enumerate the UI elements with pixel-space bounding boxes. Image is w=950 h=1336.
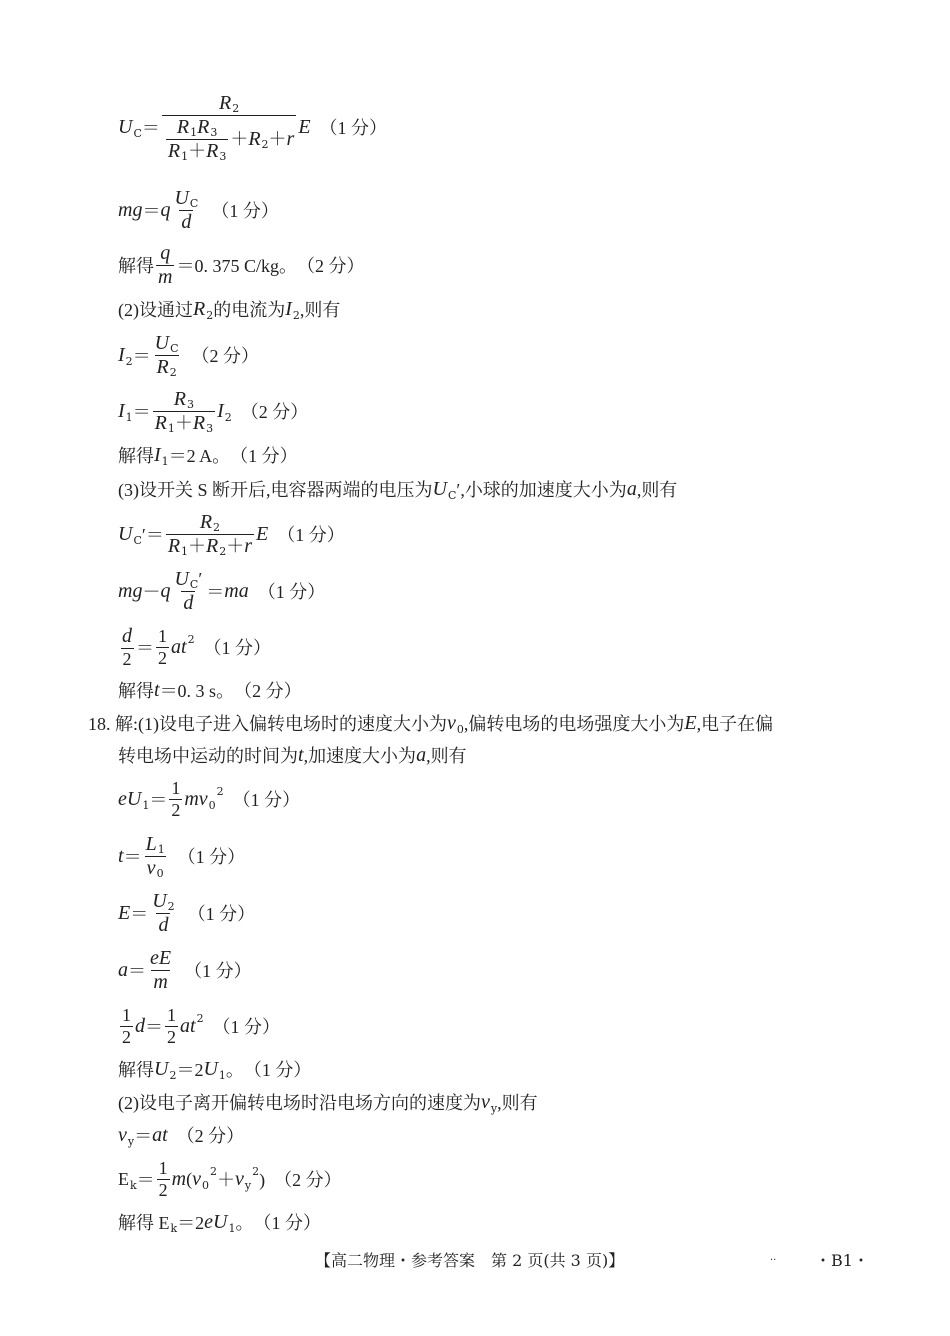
text-run: 转电场中运动的时间为: [118, 746, 298, 766]
text-run: ＋: [188, 535, 207, 556]
math-variable: R: [154, 411, 167, 434]
subscript: 2: [219, 544, 227, 558]
math-variable: v: [118, 1123, 127, 1146]
solution-line: [118, 289, 340, 329]
math-variable: d: [158, 913, 169, 936]
text-run: ,加速度大小为: [303, 746, 417, 766]
solution-line: [118, 241, 365, 288]
fraction-numerator: [172, 187, 200, 210]
math-variable: R: [206, 139, 219, 162]
math-variable: I: [285, 297, 292, 320]
fraction-denominator: [162, 115, 296, 163]
text-run: 2: [158, 647, 167, 668]
fraction: [169, 778, 182, 820]
math-variable: at: [180, 1014, 196, 1037]
fraction-numerator: [217, 92, 241, 115]
subscript: 1: [157, 842, 165, 856]
text-run: 解得: [118, 256, 154, 276]
text-run: ＋: [268, 128, 287, 149]
math-variable: a: [118, 958, 128, 981]
subscript: 3: [210, 125, 218, 139]
superscript: 2: [216, 784, 224, 798]
subscript: 1: [125, 410, 133, 424]
math-variable: U: [174, 567, 189, 590]
math-variable: R: [192, 411, 206, 434]
text-run: ,则有: [636, 480, 678, 500]
math-variable: R: [156, 355, 169, 378]
fraction-numerator: [148, 947, 173, 970]
subscript: 2: [261, 137, 269, 151]
fraction-denominator: [165, 1026, 178, 1048]
fraction-numerator: [169, 778, 182, 799]
solution-line: [118, 735, 467, 775]
math-variable: q: [160, 198, 171, 221]
math-variable: R: [199, 510, 213, 533]
text-run: （2 分）: [167, 1126, 245, 1146]
math-variable: L: [145, 832, 157, 855]
fraction-denominator: [121, 648, 134, 670]
footer-marks: ..: [770, 1252, 777, 1263]
fraction-numerator: [153, 332, 181, 355]
subscript: k: [130, 1178, 137, 1192]
math-variable: U: [152, 889, 167, 912]
subscript: 3: [219, 149, 227, 163]
text-run: （1 分）: [223, 790, 301, 810]
text-run: ＝: [128, 961, 146, 981]
math-variable: m: [153, 970, 168, 993]
math-variable: R: [167, 139, 181, 162]
solution-line: [118, 510, 345, 558]
fraction-denominator: [166, 534, 254, 558]
fraction-denominator: [181, 591, 195, 615]
subscript: 0: [156, 866, 164, 880]
math-variable: R: [206, 534, 219, 557]
text-run: ＝: [132, 346, 151, 366]
subscript: C: [189, 577, 199, 591]
text-run: E: [118, 1168, 129, 1189]
math-variable: ma: [224, 579, 249, 602]
fraction-denominator: [145, 856, 166, 880]
text-run: ＝: [136, 638, 154, 658]
math-variable: t: [298, 743, 304, 766]
math-variable: v: [481, 1090, 490, 1113]
fraction: [120, 1005, 133, 1047]
subscript: 1: [228, 1221, 236, 1235]
text-run: ＝: [145, 1017, 163, 1037]
fraction: [172, 568, 204, 615]
text-run: 1: [122, 1004, 131, 1025]
subscript: C: [170, 341, 179, 355]
text-run: （1 分）: [175, 961, 252, 981]
solution-line: [118, 387, 309, 435]
math-variable: m: [158, 265, 173, 288]
math-variable: R: [197, 115, 210, 138]
fraction-denominator: [156, 265, 174, 289]
math-variable: U: [154, 331, 170, 354]
subscript: C: [447, 488, 457, 502]
fraction: [166, 511, 254, 558]
subscript: 0: [202, 1178, 210, 1192]
text-run: ＝0. 375 C/kg。 （2 分）: [176, 256, 365, 276]
subscript: y: [127, 1134, 135, 1148]
text-run: （1 分）: [202, 201, 279, 221]
solution-line: [118, 1159, 342, 1199]
solution-line: [118, 567, 326, 614]
fraction-numerator: [165, 1005, 178, 1026]
fraction: [153, 388, 215, 435]
text-run: ) （2 分）: [259, 1170, 342, 1190]
math-variable: mg: [118, 579, 143, 602]
math-variable: R: [248, 127, 261, 150]
subscript: y: [490, 1101, 498, 1115]
text-run: ＝: [123, 847, 142, 867]
text-run: ,则有: [299, 300, 341, 320]
subscript: 2: [169, 365, 177, 379]
text-run: ＋: [188, 140, 207, 161]
fraction: [162, 92, 296, 163]
fraction-denominator: [153, 411, 215, 435]
math-variable: R: [218, 91, 232, 114]
solution-line: [118, 779, 300, 819]
subscript: C: [133, 126, 142, 140]
solution-line: [118, 91, 388, 163]
text-run: 的电流为: [213, 300, 286, 320]
math-variable: r: [244, 534, 253, 557]
math-variable: d: [181, 210, 192, 233]
fraction-numerator: [150, 890, 176, 913]
text-run: (2)设通过: [118, 300, 193, 320]
text-run: 2: [171, 799, 181, 820]
text-run: 解得: [118, 1060, 154, 1080]
fraction-denominator: [169, 799, 182, 821]
text-run: ′,小球的加速度大小为: [456, 480, 627, 500]
math-variable: U: [118, 115, 133, 138]
text-run: (: [186, 1168, 193, 1189]
text-run: ＋: [226, 535, 245, 556]
solution-line: [118, 1115, 244, 1155]
math-variable: a: [416, 743, 427, 766]
text-run: 2: [158, 1179, 168, 1200]
fraction-numerator: [144, 833, 167, 856]
fraction-numerator: [172, 388, 196, 411]
text-run: ,电子在偏: [696, 714, 774, 734]
fraction: [156, 626, 169, 668]
math-variable: m: [171, 1167, 187, 1190]
subscript: 1: [218, 1068, 226, 1082]
text-run: ＝2: [176, 1060, 204, 1080]
text-run: ＝: [130, 904, 149, 924]
footer-page-info: 【高二物理・参考答案 第 2 页(共 3 页)】: [315, 1251, 625, 1270]
subscript: 2: [167, 899, 175, 913]
text-run: ,偏转电场的电场强度大小为: [463, 714, 685, 734]
math-variable: d: [183, 591, 194, 614]
superscript: 2: [210, 1164, 218, 1178]
math-variable: mg: [118, 198, 143, 221]
math-variable: at: [171, 635, 187, 658]
text-run: ＝: [142, 201, 161, 221]
text-run: ′＝: [141, 525, 164, 545]
text-run: （1 分）: [178, 904, 256, 924]
fraction: [150, 890, 176, 937]
subscript: 2: [213, 520, 221, 534]
text-run: 。 （1 分）: [225, 1060, 312, 1080]
page-footer: [0, 1248, 950, 1272]
math-variable: R: [167, 534, 181, 557]
fraction-numerator: [157, 1158, 170, 1179]
solution-line: [118, 946, 252, 993]
subscript: 1: [167, 421, 175, 435]
fraction: [156, 242, 174, 289]
fraction-denominator: [156, 913, 170, 937]
fraction: [157, 1158, 170, 1200]
text-run: 解得: [118, 446, 154, 466]
text-run: （2 分）: [231, 402, 309, 422]
superscript: 2: [196, 1011, 204, 1025]
text-run: ＝2: [177, 1213, 205, 1233]
superscript: 2: [187, 632, 195, 646]
fraction: [148, 947, 173, 994]
math-variable: q: [160, 579, 171, 602]
text-run: ＋: [217, 1170, 236, 1190]
fraction-numerator: [175, 116, 219, 139]
text-run: （1 分）: [310, 118, 388, 138]
text-run: 18. 解:(1)设电子进入偏转电场时的速度大小为: [88, 714, 447, 734]
solution-line: [118, 889, 256, 936]
text-run: ,则有: [426, 746, 467, 766]
fraction: [166, 116, 228, 163]
text-run: ＋: [174, 412, 193, 433]
math-variable: R: [193, 297, 206, 320]
text-run: ＝: [206, 582, 225, 602]
math-variable: eU: [118, 787, 142, 810]
subscript: 2: [125, 354, 133, 368]
fraction: [165, 1005, 178, 1047]
text-run: ＝0. 3 s。 （2 分）: [159, 681, 302, 701]
subscript: 3: [187, 397, 194, 411]
text-run: ＋: [230, 128, 249, 149]
subscript: 1: [181, 544, 189, 558]
subscript: 1: [181, 149, 189, 163]
math-variable: U: [203, 1057, 218, 1080]
superscript: 2: [252, 1164, 260, 1178]
subscript: 2: [206, 308, 214, 322]
math-variable: t: [154, 678, 160, 701]
subscript: 3: [206, 421, 214, 435]
subscript: 2: [232, 101, 240, 115]
math-variable: E: [684, 711, 697, 734]
fraction-numerator: [172, 568, 204, 591]
subscript: 0: [456, 722, 464, 736]
fraction-denominator: [179, 210, 193, 234]
text-run: ＝: [136, 1170, 155, 1190]
fraction-denominator: [120, 1026, 133, 1048]
solution-line: [118, 1006, 280, 1046]
text-run: （1 分）: [248, 582, 326, 602]
math-variable: v: [235, 1167, 244, 1190]
subscript: y: [244, 1178, 252, 1192]
math-variable: q: [160, 241, 171, 264]
math-variable: I: [217, 399, 224, 422]
fraction-denominator: [156, 647, 169, 669]
text-run: －: [142, 582, 161, 602]
math-variable: eU: [204, 1210, 228, 1233]
text-run: ＝: [132, 402, 151, 422]
text-run: ,则有: [497, 1093, 538, 1113]
math-variable: r: [286, 127, 295, 150]
text-run: ＝2 A。 （1 分）: [168, 446, 298, 466]
subscript: 1: [142, 798, 150, 812]
fraction-denominator: [155, 355, 179, 379]
fraction-numerator: [120, 625, 134, 648]
text-run: ＝: [149, 790, 168, 810]
text-run: （1 分）: [268, 525, 345, 545]
math-variable: t: [118, 844, 124, 867]
footer-code: ・B1・: [815, 1251, 869, 1270]
text-run: （1 分）: [168, 847, 246, 867]
math-variable: U: [154, 1057, 169, 1080]
fraction-denominator: [151, 970, 169, 994]
math-variable: E: [298, 115, 311, 138]
text-run: 解得: [118, 681, 154, 701]
math-variable: U: [174, 186, 189, 209]
math-variable: E: [256, 522, 269, 545]
math-variable: v: [192, 1167, 202, 1190]
fraction: [144, 833, 167, 880]
math-variable: v: [447, 711, 456, 734]
solution-line: [118, 186, 279, 233]
math-variable: E: [118, 901, 131, 924]
math-variable: R: [173, 387, 186, 410]
math-variable: I: [154, 443, 161, 466]
math-variable: v: [146, 856, 156, 879]
math-variable: I: [118, 399, 125, 422]
text-run: ′: [198, 568, 203, 589]
subscript: k: [170, 1221, 178, 1235]
text-run: 解得 E: [118, 1213, 170, 1233]
subscript: 2: [292, 308, 300, 322]
math-variable: eE: [150, 946, 172, 969]
text-run: (2)设电子离开偏转电场时沿电场方向的速度为: [118, 1093, 481, 1113]
fraction-numerator: [198, 511, 222, 534]
text-run: （1 分）: [203, 1017, 281, 1037]
fraction: [153, 332, 181, 379]
text-run: 2: [167, 1026, 176, 1047]
text-run: 1: [167, 1004, 176, 1025]
text-run: ＝: [134, 1126, 153, 1146]
text-run: ＝: [141, 118, 160, 138]
fraction-numerator: [158, 242, 172, 265]
subscript: C: [133, 533, 142, 547]
text-run: （2 分）: [182, 346, 260, 366]
math-variable: I: [118, 343, 125, 366]
fraction-denominator: [157, 1179, 170, 1201]
text-run: 。 （1 分）: [235, 1213, 321, 1233]
text-run: 2: [122, 648, 132, 669]
math-variable: R: [176, 115, 190, 138]
solution-line: [118, 1202, 321, 1242]
text-run: 1: [171, 777, 181, 798]
solution-line: [118, 624, 272, 669]
math-variable: U: [118, 522, 133, 545]
math-variable: U: [432, 477, 447, 500]
subscript: 1: [161, 454, 169, 468]
subscript: 2: [224, 410, 232, 424]
math-variable: a: [626, 477, 637, 500]
fraction: [120, 625, 134, 670]
math-variable: d: [135, 1014, 145, 1037]
text-run: (3)设开关 S 断开后,电容器两端的电压为: [118, 480, 433, 500]
text-run: 2: [122, 1026, 131, 1047]
solution-line: [118, 832, 246, 880]
math-variable: d: [122, 624, 132, 647]
fraction-denominator: [166, 139, 228, 163]
fraction-numerator: [156, 626, 169, 647]
subscript: 1: [190, 125, 198, 139]
math-variable: mv: [184, 787, 208, 810]
subscript: C: [189, 196, 199, 210]
text-run: 1: [158, 1157, 168, 1178]
text-run: （1 分）: [194, 638, 272, 658]
solution-line: [118, 331, 260, 379]
text-run: 1: [158, 625, 167, 646]
math-variable: at: [152, 1123, 168, 1146]
subscript: 2: [169, 1068, 177, 1082]
subscript: 0: [208, 798, 216, 812]
solution-line: [118, 469, 677, 509]
fraction: [172, 187, 200, 234]
fraction-numerator: [120, 1005, 133, 1026]
